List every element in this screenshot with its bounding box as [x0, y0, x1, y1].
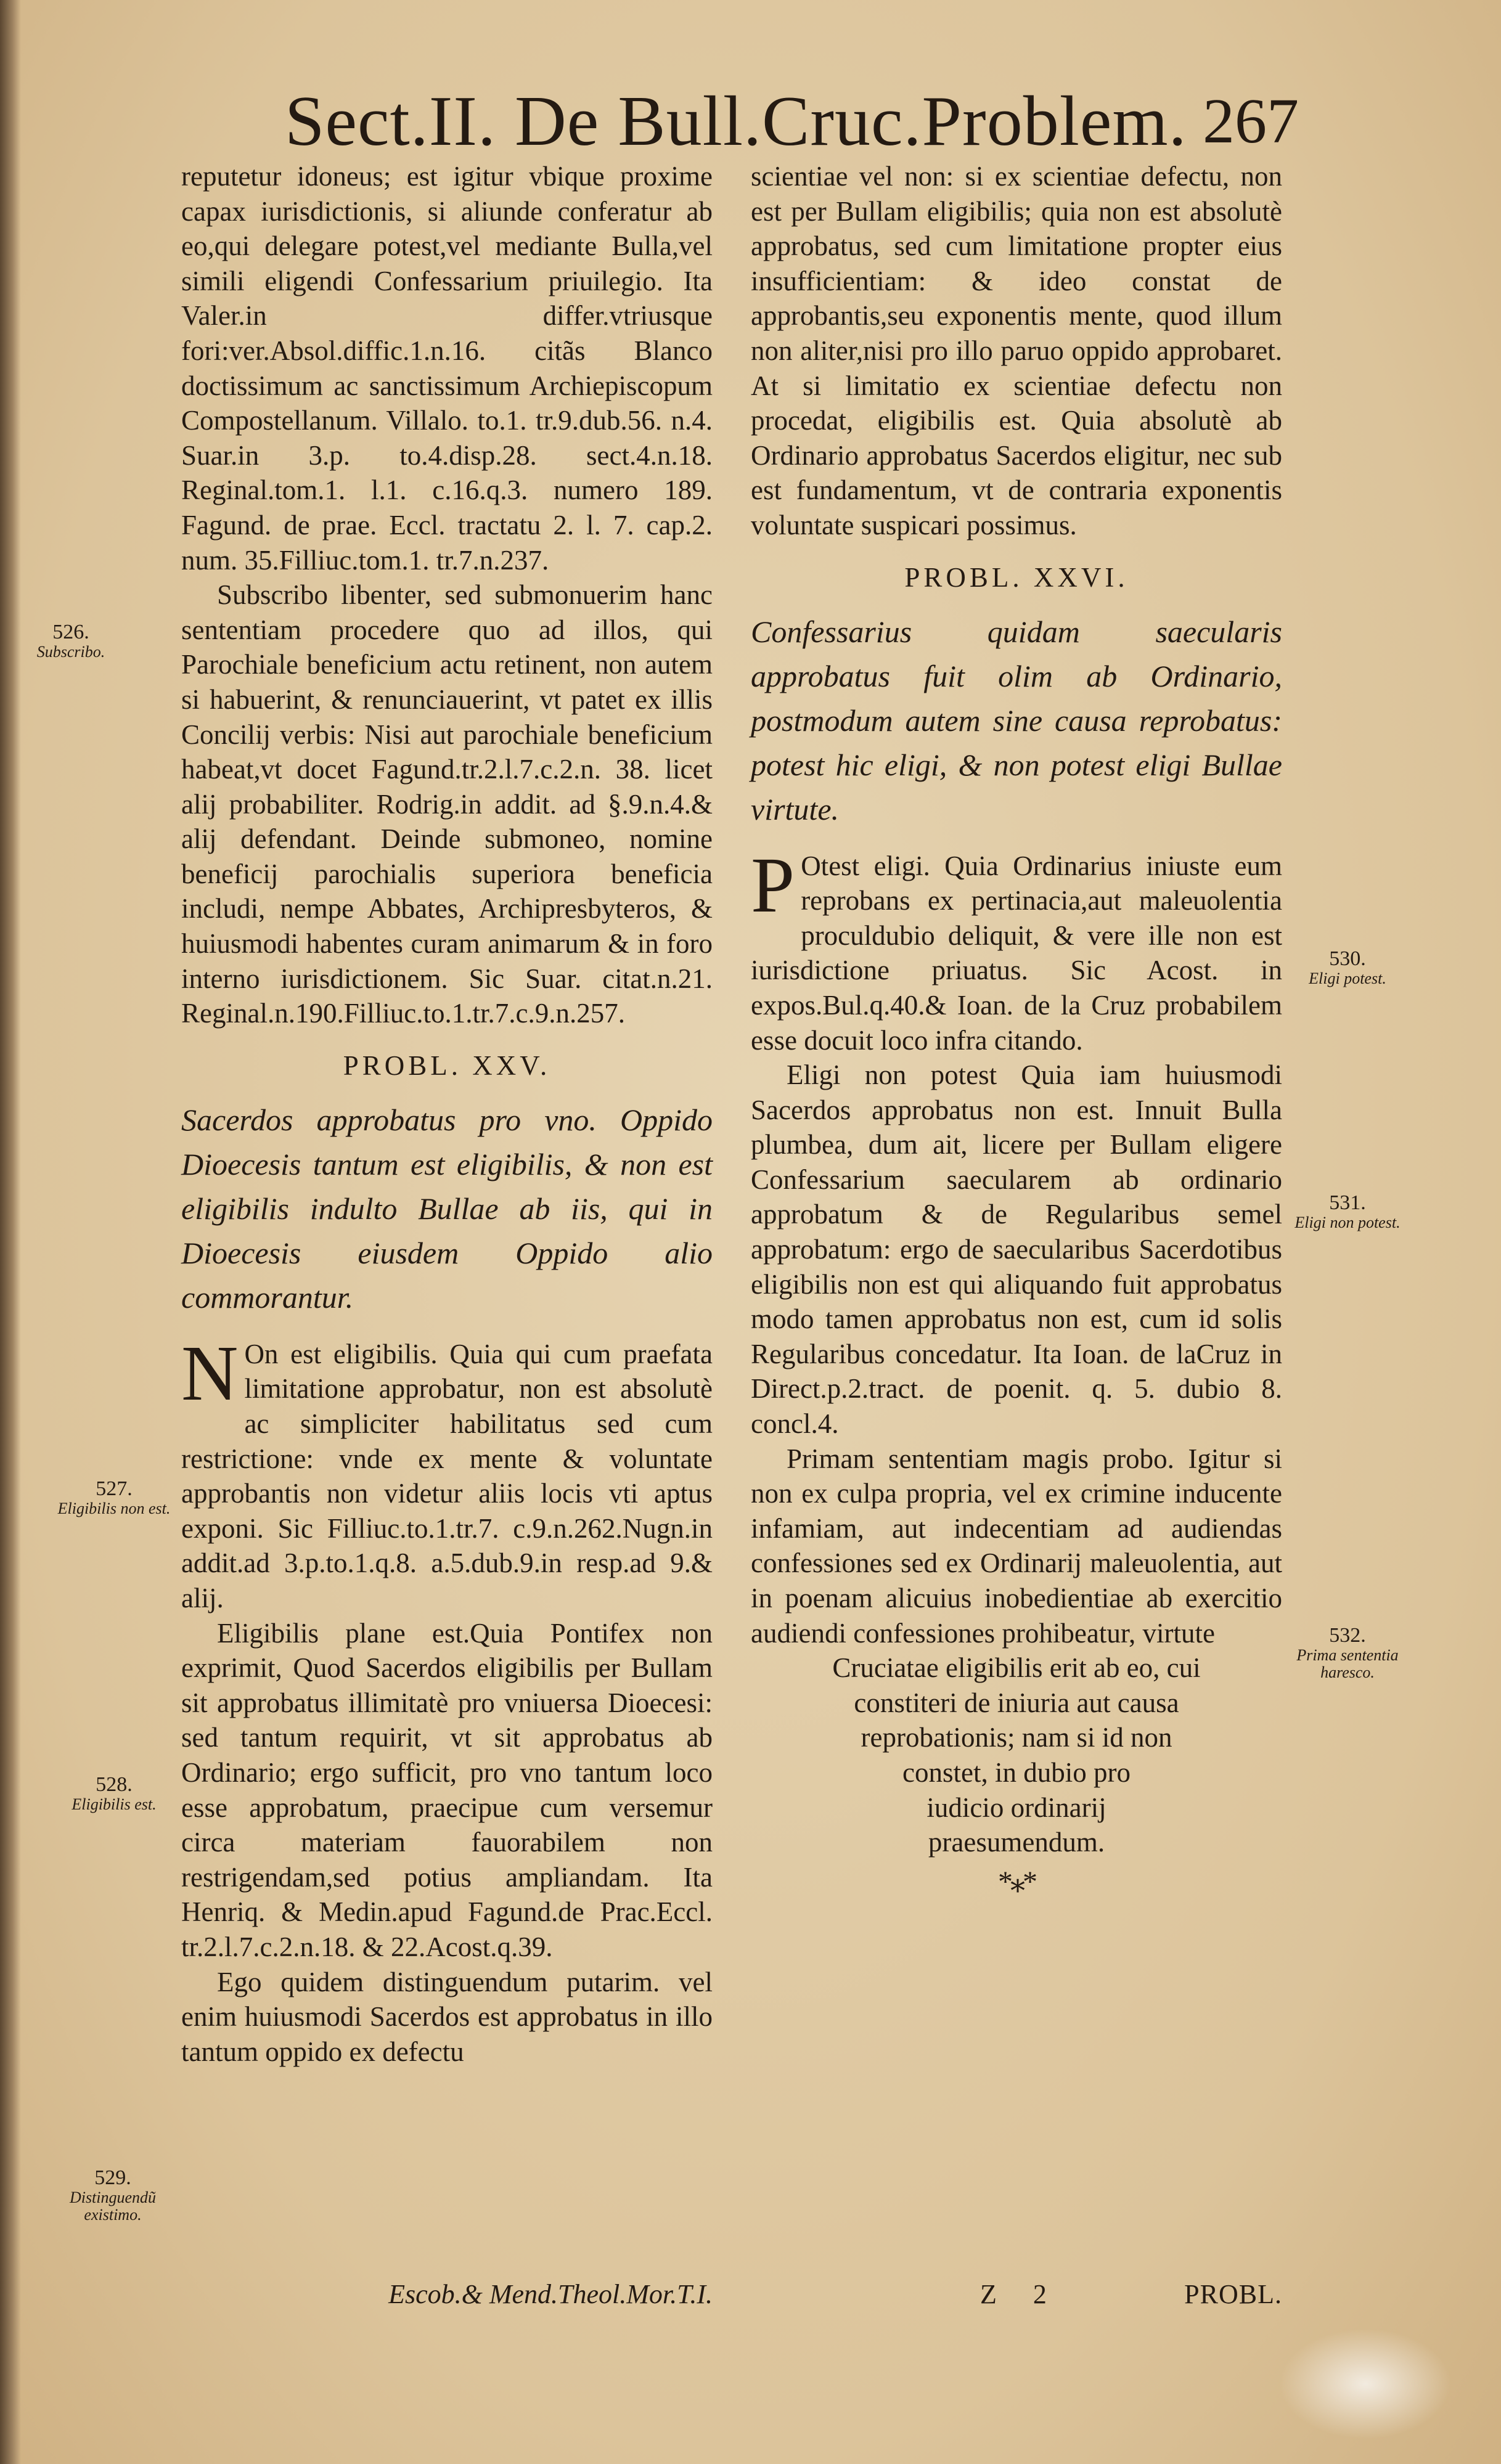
left-column — [181, 159, 713, 2069]
margin-note-532 — [1286, 1625, 1409, 1681]
margin-note-text: Subscribo. — [36, 643, 105, 661]
margin-note-text: Eligi potest. — [1309, 969, 1386, 987]
margin-note-number: 530. — [1329, 947, 1366, 970]
problem-statement-xxv — [181, 1098, 713, 1320]
drop-cap-initial: P — [751, 841, 795, 929]
signature-line: Escob.& Mend.Theol.Mor.T.I. — [388, 2279, 713, 2309]
margin-note-531 — [1286, 1192, 1409, 1231]
margin-note-number: 531. — [1329, 1191, 1366, 1214]
paragraph-527-text: On est eligibilis. Quia qui cum praefata limitatione approbatur, non est absolutè ac simpliciter habilitatus sed cum restrictione: vnde ex mente & voluntate approbantis non videtur aliis locis vti aptus exponi. Sic Filliuc.to.1.tr.7. c.9.n.262.Nugn.in addit.ad 3.p.to.1.q.8. a.5.dub.9.in resp.ad 9.& alij. — [181, 1338, 713, 1613]
paragraph-continuation-right: scientiae vel non: si ex scientiae defectu, non est per Bullam eligibilis; quia non est absolutè approbatus, sed cum limitatione propter eius insufficientiam: & ideo constat de approbantis,seu exponentis mente, quod illum non aliter,nisi pro illo paruo oppido approbaret. At si limitatio ex scientiae defectu non procedat, eligibilis est. Quia absolutè ab Ordinario approbatus Sacerdos eligitur, nec sub est fundamentum, vt de contraria exponentis voluntate suspicari possimus. — [751, 161, 1282, 541]
paragraph-532: Primam sententiam magis probo. Igitur si non ex culpa propria, vel ex crimine inducente infamiam, aut indecentiam ad audiendas confessiones sed ex Ordinarij maleuolentia, aut in poenam alicuius inobedientiae ab exercitio audiendi confessiones prohibeatur, virtute — [751, 1443, 1282, 1649]
closing-line: reprobationis; nam si id non — [861, 1722, 1172, 1753]
closing-line: praesumendum. — [928, 1827, 1105, 1858]
closing-line: constet, in dubio pro — [902, 1756, 1131, 1788]
margin-note-text: Eligi non potest. — [1294, 1214, 1401, 1231]
margin-note-text: Eligibilis est. — [72, 1795, 157, 1813]
right-column — [751, 159, 1282, 1899]
margin-note-number: 532. — [1329, 1624, 1366, 1647]
running-title: Sect.II. De Bull.Cruc.Problem. — [285, 82, 1187, 161]
page-number: 267 — [1203, 86, 1299, 157]
margin-note-529 — [47, 2167, 179, 2224]
margin-note-text: Distinguendũ existimo. — [69, 2189, 157, 2224]
page-gutter-shadow — [0, 0, 21, 2464]
paragraph-531: Eligi non potest Quia iam huiusmodi Sacerdos approbatus non est. Innuit Bulla plumbea, dum ait, licere per Bullam eligere Confessarium saecularem ab ordinario approbatum & de Regularibus semel approbatum: ergo de saecularibus Sacerdotibus eligibilis non est qui aliquando fuit approbatus modo tamen approbatus non est, cum id solis Regularibus concedatur. Ita Ioan. de laCruz in Direct.p.2.tract. de poenit. q. 5. dubio 8. concl.4. — [751, 1059, 1282, 1440]
paragraph-528: Eligibilis plane est.Quia Pontifex non exprimit, Quod Sacerdos eligibilis per Bullam sit approbatus illimitatè pro vniuersa Dioecesi: sed tantum requirit, vt sit approbatus ab Ordinario; ergo sufficit, pro vno tantum loco esse approbatum, praecipue cum versemur circa materiam fauorabilem non restrigendam,sed potius ampliandam. Ita Henriq. & Medin.apud Fagund.de Prac.Eccl. tr.2.l.7.c.2.n.18. & 22.Acost.q.39. — [181, 1617, 713, 1962]
paragraph-continuation: reputetur idoneus; est igitur vbique proxime capax iurisdictionis, si aliunde conferatur ab eo,qui delegare potest,vel mediante Bulla,vel simili eligendi Confessarium priuilegio. Ita Valer.in differ.vtriusque fori:ver.Absol.diffic.1.n.16. citãs Blanco doctissimum ac sanctissimum Archiepiscopum Compostellanum. Villalo. to.1. tr.9.dub.56. n.4. Suar.in 3.p. to.4.disp.28. sect.4.n.18. Reginal.tom.1. l.1. c.16.q.3. numero 189. Fagund. de prae. Eccl. tractatu 2. l. 7. cap.2. num. 35.Filliuc.tom.1. tr.7.n.237. — [181, 161, 713, 576]
margin-note-528 — [49, 1774, 179, 1813]
margin-note-527 — [49, 1478, 179, 1517]
page-footer — [181, 2273, 1282, 2316]
problem-statement-text: Sacerdos approbatus pro vno. Oppido Dioecesis tantum est eligibilis, & non est eligibilis indulto Bullae ab iis, qui in Dioecesis eiusdem Oppido alio commorantur. — [181, 1102, 713, 1315]
paragraph-529: Ego quidem distinguendum putarim. vel enim huiusmodi Sacerdos est approbatus in illo tantum oppido ex defectu — [181, 1966, 713, 2067]
catchword: PROBL. — [1184, 2279, 1282, 2309]
quire-signature-mark: Z 2 — [980, 2279, 1061, 2309]
closing-line: iudicio ordinarij — [926, 1792, 1106, 1823]
closing-line: Cruciatae eligibilis erit ab eo, cui — [832, 1652, 1201, 1684]
margin-note-text: Eligibilis non est. — [57, 1499, 171, 1517]
paragraph-526: Subscribo libenter, sed submonuerim hanc sententiam procedere quo ad illos, qui Parochiale beneficium actu retinent, non autem si habuerint, & renunciauerint, vt patet ex illis Concilij verbis: Nisi aut parochiale beneficium habeat,vt docet Fagund.tr.2.l.7.c.2.n. 38. licet alij probabiliter. Rodrig.in addit. ad §.9.n.4.& alij defendant. Deinde submoneo, nomine beneficij parochialis superiora beneficia includi, nempe Abbates, Archipresbyteros, & huiusmodi habentes curam animarum & in foro interno iurisdictionem. Sic Suar. citat.n.21. Reginal.n.190.Filliuc.to.1.tr.7.c.9.n.257. — [181, 579, 713, 1029]
problem-heading-xxv: PROBL. XXV. — [343, 1050, 551, 1081]
closing-line: constiteri de iniuria aut causa — [854, 1687, 1179, 1718]
drop-cap-initial: N — [181, 1329, 239, 1417]
margin-note-number: 526. — [52, 621, 89, 643]
paragraph-527 — [181, 1329, 713, 1616]
margin-note-number: 527. — [96, 1477, 133, 1500]
problem-statement-text: Confessarius quidam saecularis approbatus fuit olim ab Ordinario, postmodum autem sine causa reprobatus: potest hic eligi, & non potest eligi Bullae virtute. — [751, 614, 1282, 826]
margin-note-530 — [1286, 948, 1409, 987]
paper-damage-spot — [1279, 2328, 1452, 2439]
problem-heading-xxvi: PROBL. XXVI. — [904, 561, 1129, 593]
paragraph-530-text: Otest eligi. Quia Ordinarius iniuste eum reprobans ex pertinacia,aut maleuolentia proculdubio deliquit, & vere ille non est iurisdictione priuatus. Sic Acost. in expos.Bul.q.40.& Ioan. de la Cruz probabilem esse docuit loco infra citando. — [751, 850, 1282, 1056]
problem-statement-xxvi — [751, 610, 1282, 831]
margin-note-number: 529. — [94, 2166, 131, 2189]
margin-note-number: 528. — [96, 1773, 133, 1796]
paragraph-530 — [751, 841, 1282, 1058]
margin-note-526 — [18, 621, 123, 661]
margin-note-text: Prima sententia haresco. — [1296, 1646, 1399, 1681]
running-header — [285, 75, 1299, 168]
asterism-ornament: *⁎* — [998, 1865, 1035, 1898]
